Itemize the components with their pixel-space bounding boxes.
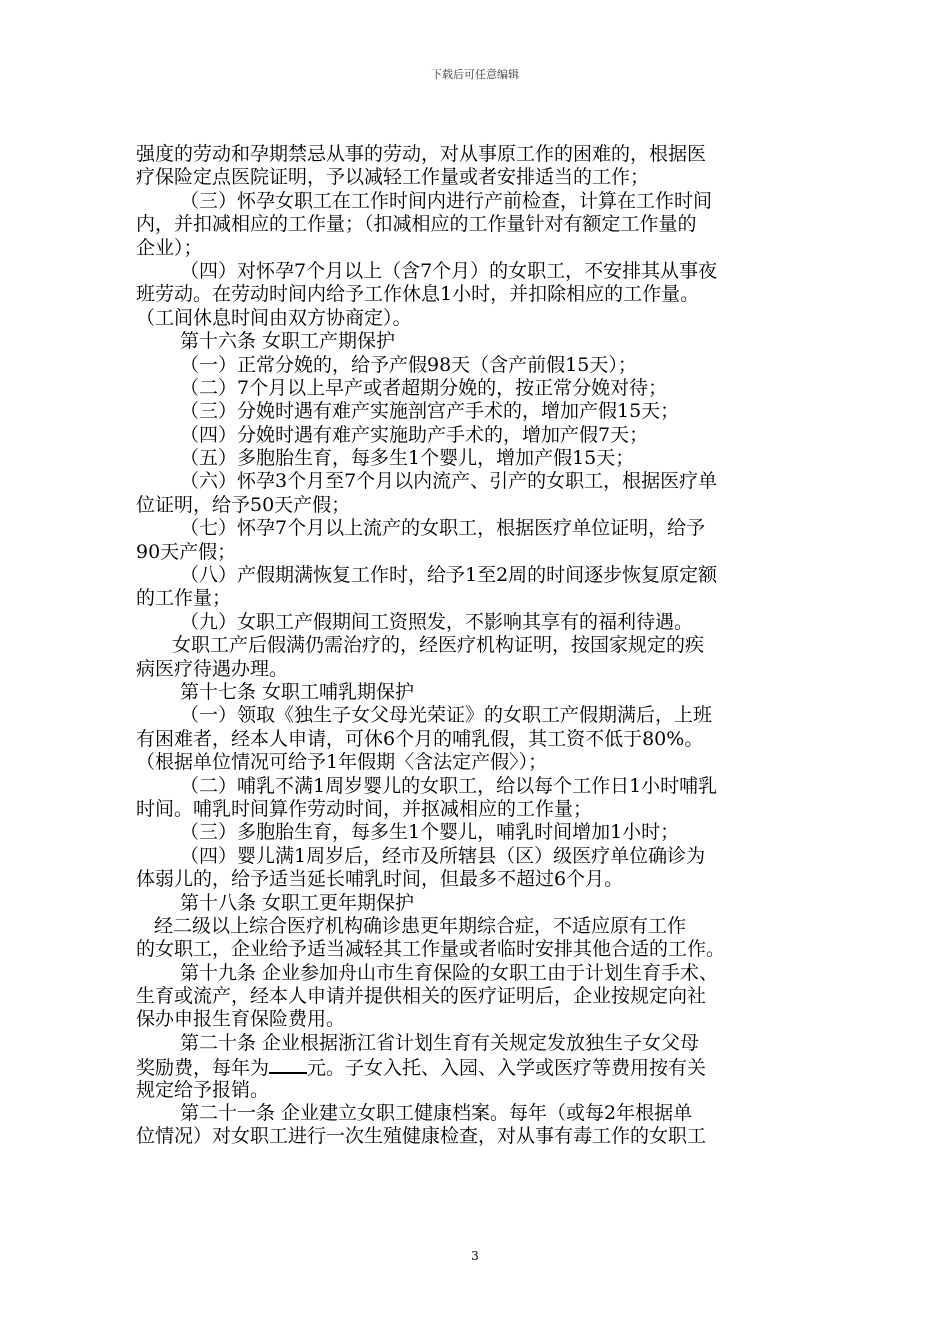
text-line: 位情况）对女职工进行一次生殖健康检查，对从事有毒工作的女职工 [136, 1125, 707, 1148]
text-line: （一）领取《独生子女父母光荣证》的女职工产假期满后，上班 [180, 704, 713, 727]
page-number: 3 [471, 1249, 479, 1263]
text-line: 规定给予报销。 [136, 1078, 270, 1101]
text-line: （根据单位情况可给予1年假期〈含法定产假〉）； [136, 751, 548, 774]
text-line: 病医疗待遇办理。 [136, 657, 289, 680]
text-line: 有困难者，经本人申请，可休6个月的哺乳假，其工资不低于80%。 [136, 727, 704, 750]
text-line: （工间休息时间由双方协商定）。 [136, 306, 412, 329]
article-heading-21: 第二十一条 企业建立女职工健康档案。每年（或每2年根据单 [180, 1102, 693, 1125]
text-line [136, 1055, 816, 1078]
text-line: （九）女职工产假期间工资照发，不影响其享有的福利待遇。 [180, 610, 694, 633]
text-line: （四）对怀孕7个月以上（含7个月）的女职工，不安排其从事夜 [180, 259, 718, 282]
text-line: 90天产假； [136, 540, 237, 563]
text-line: 强度的劳动和孕期禁忌从事的劳动，对从事原工作的困难的，根据医 [136, 143, 707, 165]
article-heading-17: 第十七条 女职工哺乳期保护 [180, 680, 415, 703]
text-line: （一）正常分娩的，给予产假98天（含产前假15天）； [180, 353, 637, 376]
text-line: （三）多胞胎生育，每多生1个婴儿，哺乳时间增加1小时； [180, 821, 680, 844]
text-line: 经二级以上综合医疗机构确诊患更年期综合症，不适应原有工作 [154, 914, 687, 937]
text-line: 时间。哺乳时间算作劳动时间，并抠减相应的工作量； [136, 797, 593, 820]
text-segment: 奖励费，每年为 [136, 1057, 270, 1080]
text-line: 的工作量； [136, 587, 232, 610]
article-heading-20: 第二十条 企业根据浙江省计划生育有关规定发放独生子女父母 [180, 1031, 700, 1054]
document-body [136, 143, 816, 1149]
text-line: （七）怀孕7个月以上流产的女职工，根据医疗单位证明，给予 [180, 517, 706, 540]
text-line: （二）7个月以上早产或者超期分娩的，按正常分娩对待； [180, 376, 668, 399]
text-line: （二）哺乳不满1周岁婴儿的女职工，给以每个工作日1小时哺乳 [180, 774, 718, 797]
text-line: （八）产假期满恢复工作时，给予1至2周的时间逐步恢复原定额 [180, 564, 718, 587]
text-line: 生育或流产，经本人申请并提供相关的医疗证明后，企业按规定向社 [136, 985, 707, 1008]
text-line: 保办申报生育保险费用。 [136, 1008, 346, 1031]
text-line: （四）婴儿满1周岁后，经市及所辖县（区）级医疗单位确诊为 [180, 844, 706, 867]
text-line: 班劳动。在劳动时间内给予工作休息1小时，并扣除相应的工作量。 [136, 283, 700, 306]
text-line: （三）分娩时遇有难产实施剖宫产手术的，增加产假15天； [180, 400, 680, 423]
text-line: 企业）； [136, 236, 203, 259]
text-line: （五）多胞胎生育，每多生1个婴儿，增加产假15天； [180, 447, 635, 470]
article-heading-18: 第十八条 女职工更年期保护 [180, 891, 415, 914]
text-line: 体弱儿的，给予适当延长哺乳时间，但最多不超过6个月。 [136, 868, 624, 891]
text-line: （三）怀孕女职工在工作时间内进行产前检查，计算在工作时间 [180, 189, 713, 212]
text-line: 内，并扣减相应的工作量；（扣减相应的工作量针对有额定工作量的 [136, 213, 697, 236]
article-heading-19: 第十九条 企业参加舟山市生育保险的女职工由于计划生育手术、 [180, 961, 719, 984]
article-heading-16: 第十六条 女职工产期保护 [180, 330, 396, 353]
text-line: 位证明，给予50天产假； [136, 493, 351, 516]
text-segment: 元。子女入托、入园、入学或医疗等费用按有关 [307, 1057, 707, 1080]
fill-in-blank [269, 1055, 307, 1074]
text-line: 的女职工，企业给予适当减轻其工作量或者临时安排其他合适的工作。 [136, 938, 726, 961]
text-line: 女职工产后假满仍需治疗的，经医疗机构证明，按国家规定的疾 [172, 634, 705, 657]
page-header: 下载后可任意编辑 [431, 68, 519, 81]
text-line: （四）分娩时遇有难产实施助产手术的，增加产假7天； [180, 423, 649, 446]
text-line: （六）怀孕3个月至7个月以内流产、引产的女职工，根据医疗单 [180, 470, 718, 493]
text-line: 疗保险定点医院证明，予以减轻工作量或者安排适当的工作； [136, 166, 650, 189]
